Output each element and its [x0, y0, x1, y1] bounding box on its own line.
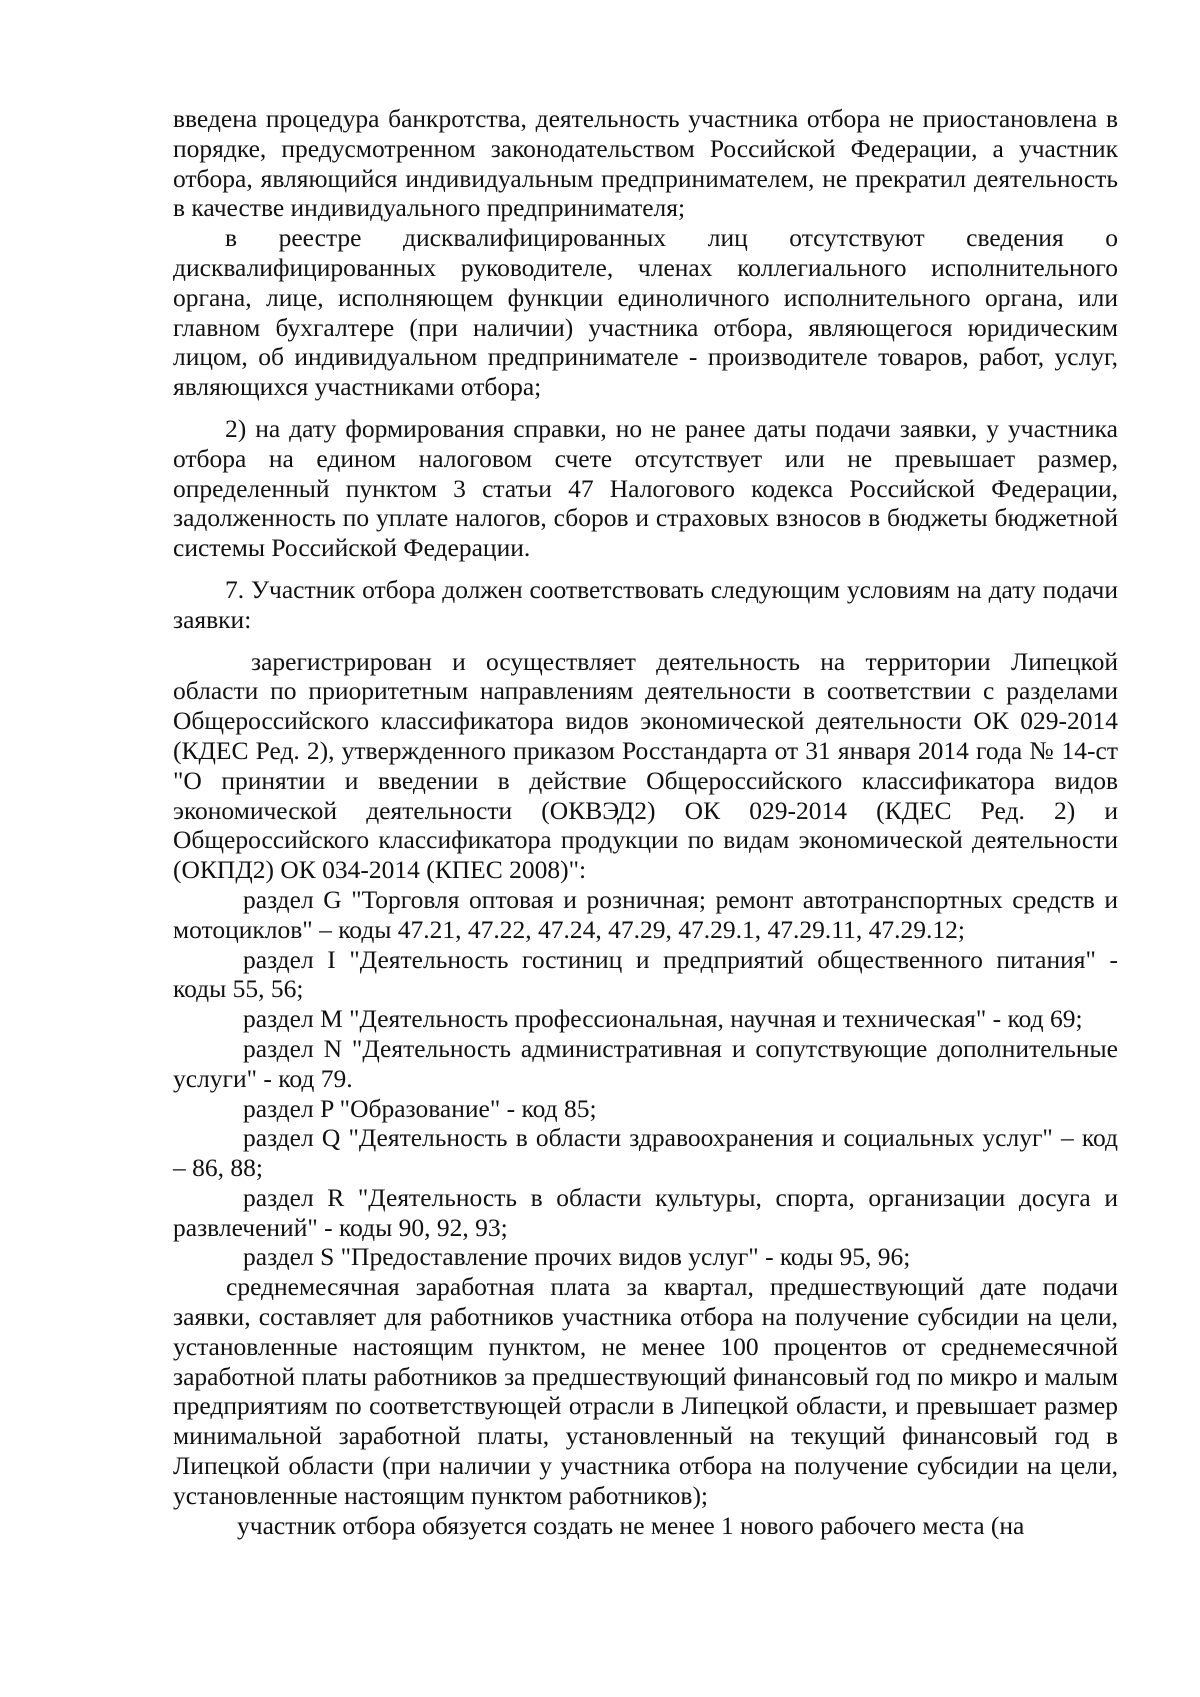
section-s: раздел S "Предоставление прочих видов услуг" - коды 95, 96;: [243, 1242, 911, 1272]
paragraph-disqualified-registry: в реестре дисквалифицированных лиц отсутствуют сведения о дисквалифицированных руководителе, членах коллегиального исполнительного органа, лице, исполняющем функции единоличного исполнительного органа, или главном бухгалтере (при наличии) участника отбора, являющегося юридическим лицом, об индивидуальном предпринимателе - производителе товаров, работ, услуг, являющихся участниками отбора;: [173, 223, 1118, 402]
section-r: раздел R "Деятельность в области культуры, спорта, организации досуга и развлечений" - коды 90, 92, 93;: [173, 1182, 1118, 1242]
section-p: раздел P "Образование" - код 85;: [243, 1093, 597, 1123]
document-page: [173, 104, 1118, 1540]
section-m: раздел M "Деятельность профессиональная, научная и техническая" - код 69;: [243, 1004, 1083, 1034]
paragraph-item-7: 7. Участник отбора должен соответствовать следующим условиям на дату подачи заявки:: [173, 574, 1118, 634]
section-i: раздел I "Деятельность гостиниц и предприятий общественного питания" - коды 55, 56;: [173, 944, 1118, 1004]
section-q: раздел Q "Деятельность в области здравоохранения и социальных услуг" – код – 86, 88;: [173, 1123, 1118, 1183]
paragraph-tax-debt: 2) на дату формирования справки, но не ранее даты подачи заявки, у участника отбора на едином налоговом счете отсутствует или не превышает размер, определенный пунктом 3 статьи 47 Налогового кодекса Российской Федерации, задолженность по уплате налогов, сборов и страховых взносов в бюджеты бюджетной системы Российской Федерации.: [173, 413, 1118, 563]
paragraph-bankruptcy: введена процедура банкротства, деятельность участника отбора не приостановлена в порядке, предусмотренном законодательством Российской Федерации, а участник отбора, являющийся индивидуальным предпринимателем, не прекратил деятельность в качестве индивидуального предпринимателя;: [173, 104, 1118, 223]
section-n: раздел N "Деятельность административная и сопутствующие дополнительные услуги" - код 79.: [173, 1033, 1118, 1093]
paragraph-new-workplace: участник отбора обязуется создать не менее 1 нового рабочего места (на: [237, 1510, 1025, 1540]
section-g: раздел G "Торговля оптовая и розничная; ремонт автотранспортных средств и мотоциклов" – коды 47.21, 47.22, 47.24, 47.29, 47.29.1, 47.29.11, 47.29.12;: [173, 884, 1118, 944]
paragraph-registered: зарегистрирован и осуществляет деятельность на территории Липецкой области по приоритетным направлениям деятельности в соответствии с разделами Общероссийского классификатора видов экономической деятельности ОК 029-2014 (КДЕС Ред. 2), утвержденного приказом Росстандарта от 31 января 2014 года № 14-ст "О принятии и введении в действие Общероссийского классификатора видов экономической деятельности (ОКВЭД2) ОК 029-2014 (КДЕС Ред. 2) и Общероссийского классификатора продукции по видам экономической деятельности (ОКПД2) ОК 034-2014 (КПЕС 2008)":: [173, 646, 1118, 885]
paragraph-average-wage: среднемесячная заработная плата за квартал, предшествующий дате подачи заявки, составляет для работников участника отбора на получение субсидии на цели, установленные настоящим пунктом, не менее 100 процентов от среднемесячной заработной платы работников за предшествующий финансовый год по микро и малым предприятиям по соответствующей отрасли в Липецкой области, и превышает размер минимальной заработной платы, установленный на текущий финансовый год в Липецкой области (при наличии у участника отбора на получение субсидии на цели, установленные настоящим пунктом работников);: [173, 1272, 1118, 1510]
